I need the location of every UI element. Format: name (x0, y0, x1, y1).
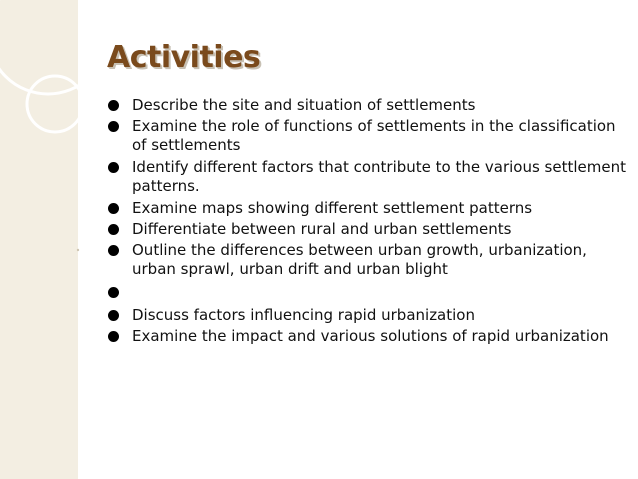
bullet-text: Describe the site and situation of settlements (132, 96, 476, 114)
bullet-text: Discuss factors influencing rapid urbanization (132, 306, 475, 324)
bullet-text: Identify different factors that contribute to the various settlement patterns. (132, 158, 626, 195)
decorative-circles (0, 0, 100, 479)
list-item (106, 96, 634, 115)
bullet-dot-icon (108, 100, 119, 111)
bullet-dot-icon (108, 224, 119, 235)
decor-circle-large (0, 0, 100, 94)
bullet-text: Outline the differences between urban growth, urbanization, urban sprawl, urban drift and urban blight (132, 241, 587, 278)
decor-circle-small (27, 76, 83, 132)
bullet-text: Examine maps showing different settlement patterns (132, 199, 533, 217)
bullet-text: Differentiate between rural and urban settlements (132, 220, 512, 238)
slide-title: Activities (107, 40, 261, 75)
list-item (106, 283, 634, 302)
bullet-dot-icon (108, 162, 119, 173)
list-item (106, 199, 634, 218)
list-item (106, 158, 634, 196)
bullet-dot-icon (108, 245, 119, 256)
bullet-dot-icon (108, 203, 119, 214)
bullet-text: Examine the impact and various solutions of rapid urbanization (132, 327, 609, 345)
list-item (106, 327, 634, 346)
list-item (106, 241, 634, 279)
bullet-dot-icon (108, 121, 119, 132)
list-item (106, 306, 634, 325)
bullet-dot-icon (108, 310, 119, 321)
list-item (106, 117, 634, 155)
bullet-dot-icon (108, 331, 119, 342)
bullet-text: Examine the role of functions of settlements in the classification of settlements (132, 117, 616, 154)
decor-dot (77, 249, 79, 251)
bullet-dot-icon (108, 287, 119, 298)
bullet-list (106, 96, 634, 346)
list-item (106, 220, 634, 239)
